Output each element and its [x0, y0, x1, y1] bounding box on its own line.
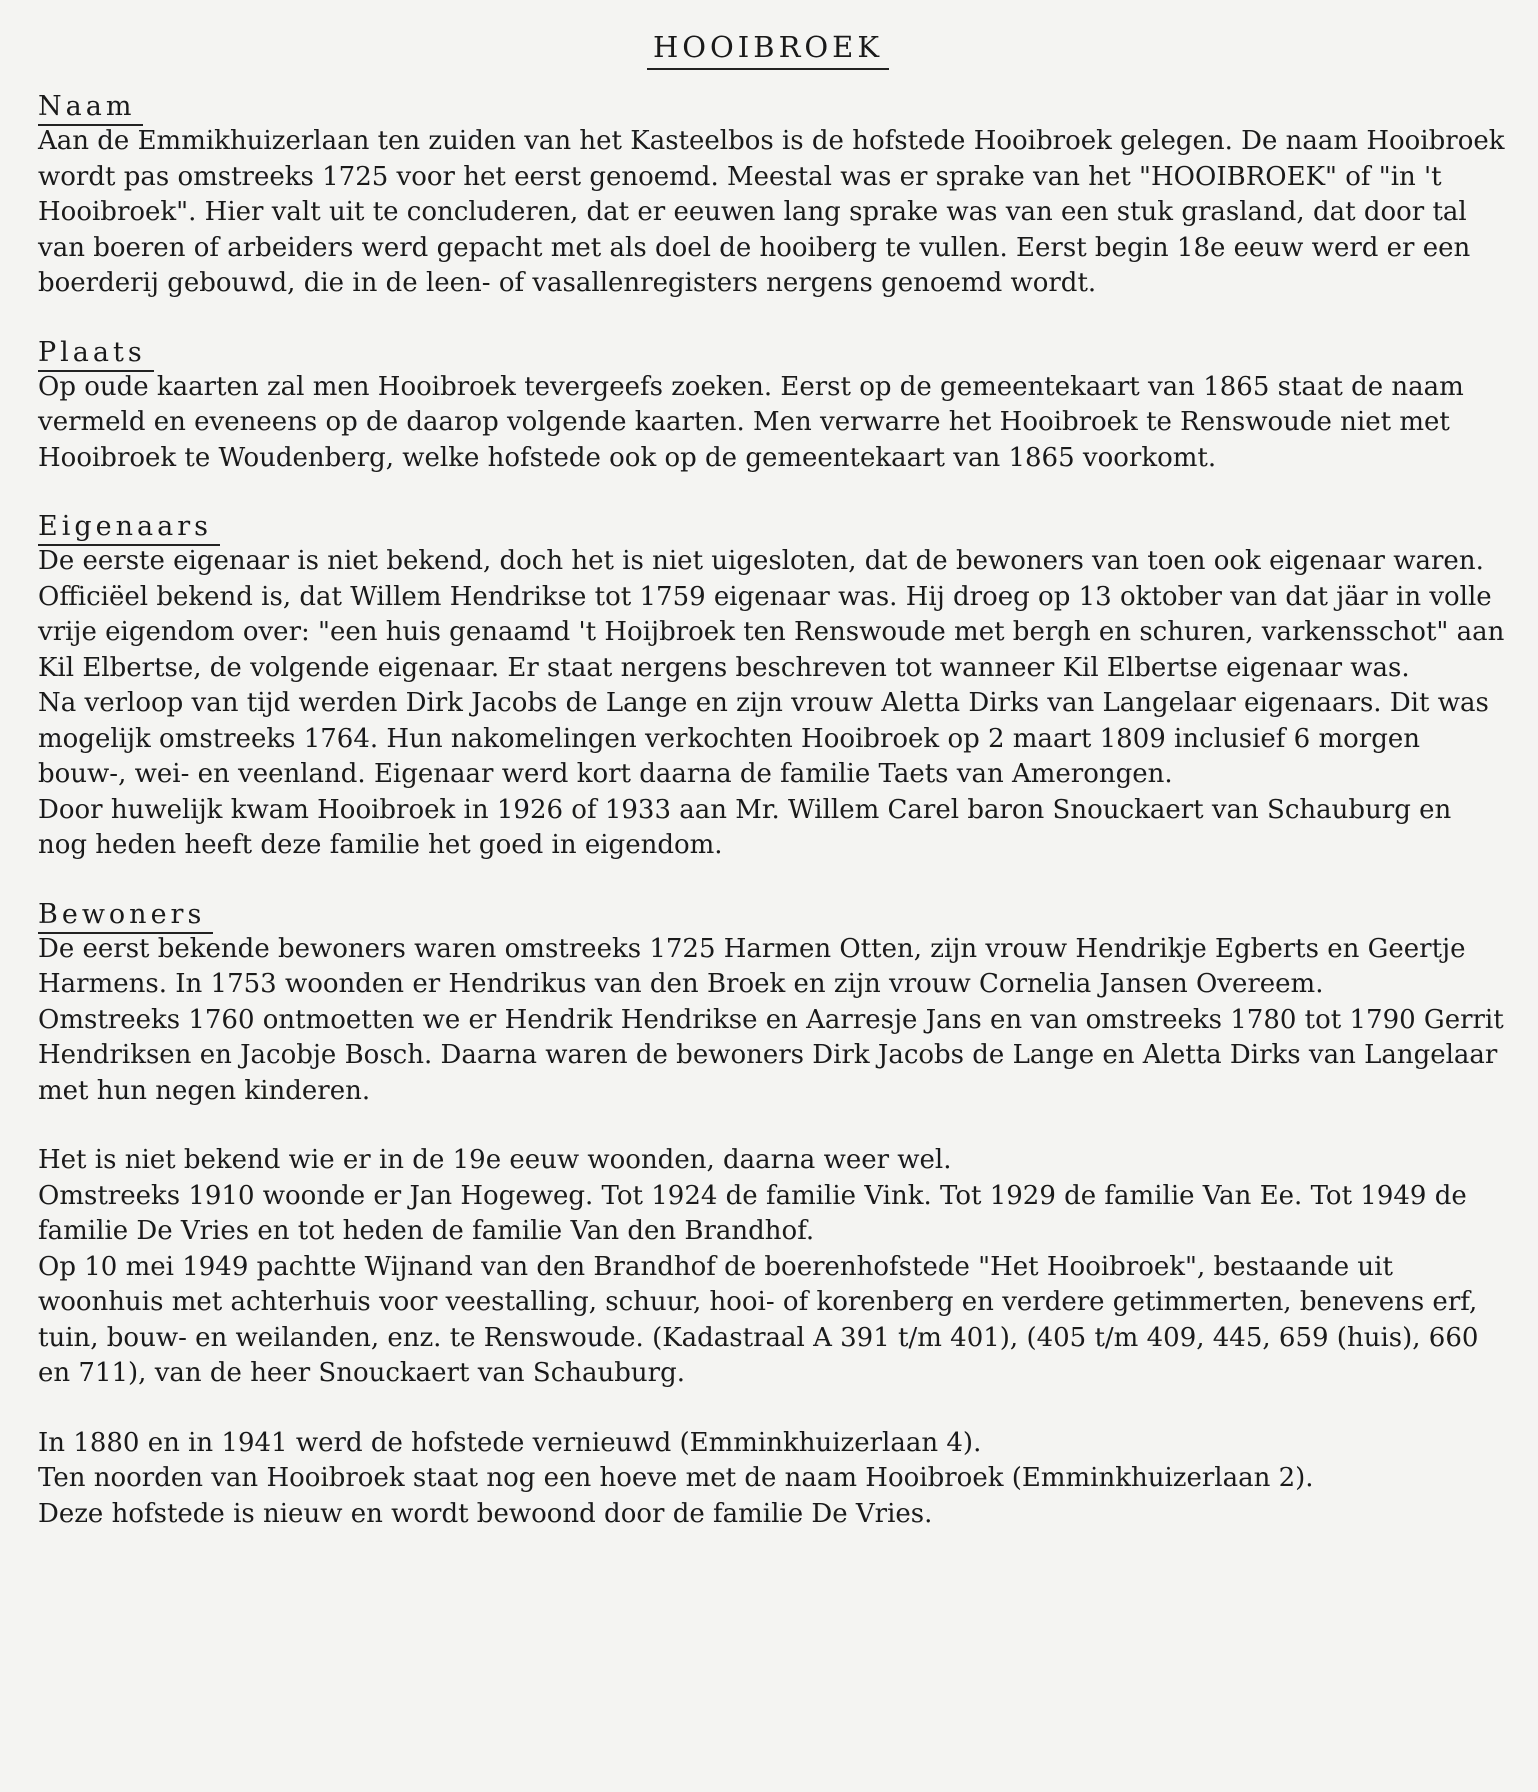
paragraph: Omstreeks 1760 ontmoetten we er Hendrik Hendrikse en Aarresje Jans en van omstreeks 1780 tot 1790 Gerrit Hendriksen en Jacobje Bosch. Daarna waren de bewoners Dirk Jacobs de Lange en Aletta Dirks van Langelaar met hun negen kinderen. — [38, 1004, 1504, 1106]
paragraph: Ten noorden van Hooibroek staat nog een hoeve met de naam Hooibroek (Emminkhuizerlaan 2). — [38, 1463, 1314, 1493]
page-title — [38, 30, 1508, 70]
section-heading — [38, 90, 1508, 124]
paragraph: Op oude kaarten zal men Hooibroek tevergeefs zoeken. Eerst op de gemeentekaart van 1865 staat de naam vermeld en eveneens op de daarop volgende kaarten. Men verwarre het Hooibroek te Renswoude niet met Hooibroek te Woudenberg, welke hofstede ook op de gemeentekaart van 1865 voorkomt. — [38, 371, 1464, 473]
section-plaats — [38, 336, 1508, 477]
section-heading-text: Naam — [38, 90, 143, 126]
section-heading-text: Eigenaars — [38, 510, 220, 546]
section-heading — [38, 510, 1508, 544]
paragraph: Op 10 mei 1949 pachtte Wijnand van den Brandhof de boerenhofstede "Het Hooibroek", bestaande uit woonhuis met achterhuis voor veestalling, schuur, hooi- of korenberg en verdere getimmerten, benevens erf, tuin, bouw- en weilanden, enz. te Renswoude. (Kadastraal A 391 t/m 401), (405 t/m 409, 445, 659 (huis), 660 en 711), van de heer Snouckaert van Schauburg. — [38, 1251, 1479, 1388]
page-title-text: HOOIBROEK — [647, 30, 889, 70]
section-naam — [38, 90, 1508, 302]
paragraph: Deze hofstede is nieuw en wordt bewoond door de familie De Vries. — [38, 1498, 933, 1529]
section-later-residents — [38, 1143, 1508, 1392]
section-renovations — [38, 1426, 1508, 1533]
section-heading-text: Plaats — [38, 336, 154, 372]
paragraph: De eerst bekende bewoners waren omstreeks 1725 Harmen Otten, zijn vrouw Hendrikje Egberts en Geertje Harmens. In 1753 woonden er Hendrikus van den Broek en zijn vrouw Cornelia Jansen Overeem. — [38, 933, 1466, 999]
section-heading-text: Bewoners — [38, 898, 213, 934]
paragraph: Door huwelijk kwam Hooibroek in 1926 of 1933 aan Mr. Willem Carel baron Snouckaert van Schauburg en nog heden heeft deze familie het goed in eigendom. — [38, 794, 1452, 860]
paragraph: In 1880 en in 1941 werd de hofstede vernieuwd (Emminkhuizerlaan 4). — [38, 1427, 982, 1458]
paragraph: Aan de Emmikhuizerlaan ten zuiden van het Kasteelbos is de hofstede Hooibroek gelegen. De naam Hooibroek wordt pas omstreeks 1725 voor het eerst genoemd. Meestal was er sprake van het "HOOIBROEK" of "in 't Hooibroek". Hier valt uit te concluderen, dat er eeuwen lang sprake was van een stuk grasland, dat door tal van boeren of arbeiders werd gepacht met als doel de hooiberg te vullen. Eerst begin 18e eeuw werd er een boerderij gebouwd, die in de leen- of vasallenregisters nergens genoemd wordt. — [38, 126, 1505, 298]
paragraph: Omstreeks 1910 woonde er Jan Hogeweg. Tot 1924 de familie Vink. Tot 1929 de familie Van Ee. Tot 1949 de familie De Vries en tot heden de familie Van den Brandhof. — [38, 1180, 1467, 1246]
section-heading — [38, 898, 1508, 932]
paragraph: Het is niet bekend wie er in de 19e eeuw woonden, daarna weer wel. — [38, 1145, 952, 1175]
document-page — [38, 22, 1508, 1566]
section-eigenaars — [38, 510, 1508, 864]
section-heading — [38, 336, 1508, 370]
section-bewoners — [38, 898, 1508, 1110]
paragraph: De eerste eigenaar is niet bekend, doch het is niet uigesloten, dat de bewoners van toen ook eigenaar waren. Officiëel bekend is, dat Willem Hendrikse tot 1759 eigenaar was. Hij droeg op 13 oktober van dat jäar in volle vrije eigendom over: "een huis genaamd 't Hoijbroek ten Renswoude met bergh en schuren, varkensschot" aan Kil Elbertse, de volgende eigenaar. Er staat nergens beschreven tot wanneer Kil Elbertse eigenaar was. — [38, 546, 1505, 683]
paragraph: Na verloop van tijd werden Dirk Jacobs de Lange en zijn vrouw Aletta Dirks van Langelaar eigenaars. Dit was mogelijk omstreeks 1764. Hun nakomelingen verkochten Hooibroek op 2 maart 1809 inclusief 6 morgen bouw-, wei- en veenland. Eigenaar werd kort daarna de familie Taets van Amerongen. — [38, 688, 1489, 789]
